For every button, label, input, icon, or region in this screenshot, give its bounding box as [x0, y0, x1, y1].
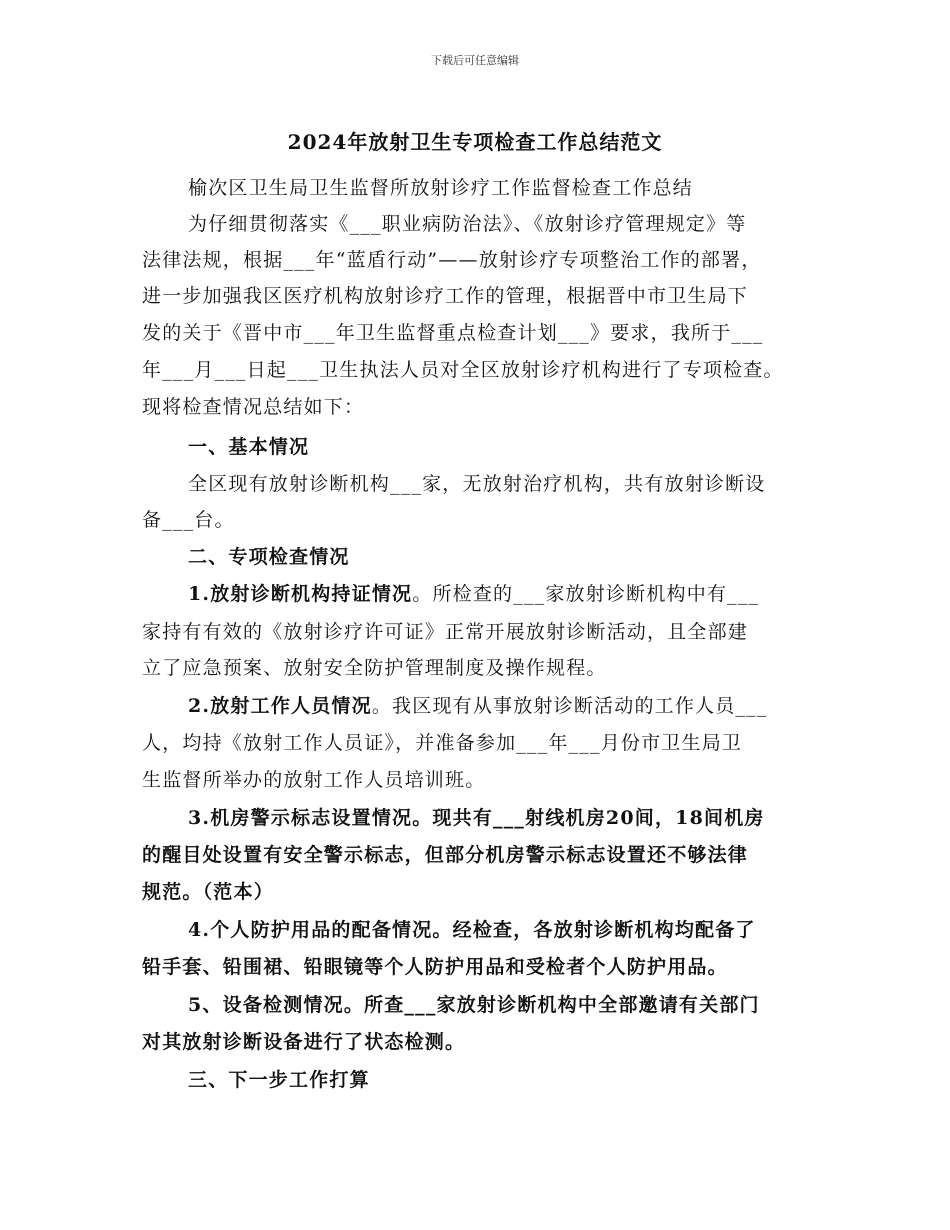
item-lead: 1.放射诊断机构持证情况	[188, 583, 413, 605]
page-header-note: 下载后可任意编辑	[431, 54, 519, 67]
paragraph-line: 人，均持《放射工作人员证》，并准备参加___年___月份市卫生局卫	[142, 732, 743, 754]
intro-line: 进一步加强我区医疗机构放射诊疗工作的管理，根据晋中市卫生局下	[142, 285, 749, 307]
paragraph-line: 生监督所举办的放射工作人员培训班。	[142, 769, 486, 791]
item-rest: 。所检查的___家放射诊断机构中有___	[412, 583, 760, 605]
item-first-line	[188, 694, 812, 718]
section-heading: 三、下一步工作打算	[188, 1069, 370, 1091]
document-title: 2024年放射卫生专项检查工作总结范文	[287, 130, 663, 154]
paragraph-line: 4.个人防护用品的配备情况。经检查，各放射诊断机构均配备了	[188, 919, 756, 941]
item-lead: 2.放射工作人员情况	[188, 695, 372, 717]
intro-line: 法律法规，根据___年“蓝盾行动”——放射诊疗专项整治工作的部署，	[142, 249, 762, 271]
paragraph-line: 规范。（范本）	[142, 881, 274, 903]
paragraph-line: 铅手套、铅围裙、铅眼镜等个人防护用品和受检者个人防护用品。	[142, 956, 728, 978]
paragraph-line: 家持有有效的《放射诊疗许可证》正常开展放射诊断活动，且全部建	[142, 621, 749, 643]
paragraph-line: 备___台。	[142, 509, 235, 531]
paragraph-line: 的醒目处设置有安全警示标志，但部分机房警示标志设置还不够法律	[142, 844, 749, 866]
paragraph-line: 对其放射诊断设备进行了状态检测。	[142, 1031, 466, 1053]
item-rest: 。我区现有从事放射诊断活动的工作人员___	[371, 695, 768, 717]
intro-line: 为仔细贯彻落实《___职业病防治法》、《放射诊疗管理规定》等	[188, 213, 747, 235]
paragraph-line: 5、设备检测情况。所查___家放射诊断机构中全部邀请有关部门	[188, 994, 760, 1016]
intro-line: 年___月___日起___卫生执法人员对全区放射诊疗机构进行了专项检查。	[142, 359, 784, 381]
intro-line: 发的关于《晋中市___年卫生监督重点检查计划___》要求，我所于___	[142, 322, 764, 344]
paragraph-line: 3.机房警示标志设置情况。现共有___射线机房20间，18间机房	[188, 807, 765, 829]
paragraph-line: 立了应急预案、放射安全防护管理制度及操作规程。	[142, 657, 607, 679]
section-heading: 一、基本情况	[188, 436, 310, 458]
paragraph-line: 全区现有放射诊断机构___家，无放射治疗机构，共有放射诊断设	[188, 473, 766, 495]
section-heading: 二、专项检查情况	[188, 546, 350, 568]
intro-line: 现将检查情况总结如下：	[142, 396, 365, 418]
document-subtitle: 榆次区卫生局卫生监督所放射诊疗工作监督检查工作总结	[188, 177, 694, 199]
item-first-line	[188, 582, 812, 606]
